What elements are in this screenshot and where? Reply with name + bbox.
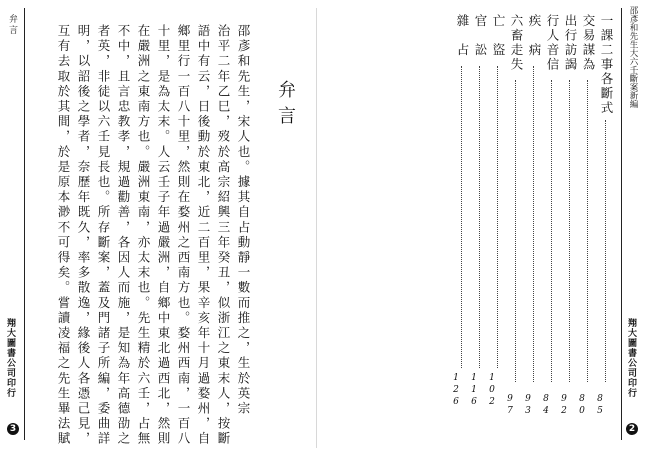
right-page-number: 2 [626,423,638,435]
preface-body [48,24,252,447]
toc-entry-title: 疾 病 [527,14,542,58]
toc-leader [479,66,480,368]
preface-line: 邵彥和先生，宋人也。據其自占動靜一數而推之，生於英宗 [236,24,251,417]
preface-line: 互有去取於其間，於是原本渺不可得矣。嘗讀凌福之先生畢法賦 [56,24,71,447]
toc-entry-page: 9 3 [525,394,531,416]
preface-line: 語中有云，日後動於東北，近二百里，果辛亥年十月過婺州，自 [196,24,211,447]
toc-entry-title: 一課二事各斷式 [599,14,614,116]
preface-line: 鄉里行一百八十里，然則在婺州之西南方也。婺州西南，一百八 [176,24,191,447]
left-page-number: 3 [7,423,19,435]
toc-entry-title: 亡 盜 [491,14,506,58]
toc-leader [605,120,606,382]
toc-entry-page: 1 1 6 [471,373,477,407]
toc-leader [533,66,534,382]
gutter [316,8,317,448]
toc-entry-page: 9 7 [507,394,513,416]
toc-entry-title: 交易謀為 [581,14,596,72]
toc-entry-page: 8 5 [597,394,603,416]
left-page-margin-rule [24,8,25,440]
left-page-publisher: 翔大圖書公司印行 [5,318,15,398]
toc-entry-page: 1 2 6 [453,373,459,407]
toc-leader [569,80,570,382]
toc-entry-page: 1 0 2 [489,373,495,407]
toc-entry-page: 8 0 [579,394,585,416]
right-page-publisher: 翔大圖書公司印行 [626,318,636,398]
left-page-running-header: 弁言 [7,14,17,36]
toc-entry-title: 雜 占 [455,14,470,58]
toc-leader [497,66,498,368]
toc-leader [461,66,462,368]
right-page-running-header: 邵彥和先生大六壬斷案新編 [628,6,638,108]
toc-entry-title: 六畜走失 [509,14,524,72]
right-page-margin-rule [621,8,622,440]
preface-line: 者英，非徒以六壬見長也。所存斷案，蓋及門諸子所編，委曲詳 [96,24,111,447]
preface-line: 在嚴洲之東南方也。嚴洲東南，亦太末也。先生精於六壬，占無 [136,24,151,447]
toc-leader [587,80,588,382]
toc-entry-page: 9 2 [561,394,567,416]
preface-title: 弁言 [275,80,296,132]
preface-line: 十里，是為太末。人云壬子年過嚴洲，自鄉中東北過西北，然則 [156,24,171,447]
preface-line: 治平二年乙巳，歿於高宗紹興三年癸丑，似浙江之東末人，按斷 [216,24,231,447]
toc-leader [515,80,516,382]
toc-entry-title: 官 訟 [473,14,488,58]
preface-line: 明，以詔後之學者，奈歷年既久，率多散逸，緣後人各憑己見， [76,24,91,447]
toc-entry-title: 出行訪謁 [563,14,578,72]
toc-leader [551,80,552,382]
preface-line: 不中，且言忠教孝，規過勸善，各因人而施，是知為年高德劭之 [116,24,131,447]
toc-entry-page: 8 4 [543,394,549,416]
toc-entry-title: 行人音信 [545,14,560,72]
